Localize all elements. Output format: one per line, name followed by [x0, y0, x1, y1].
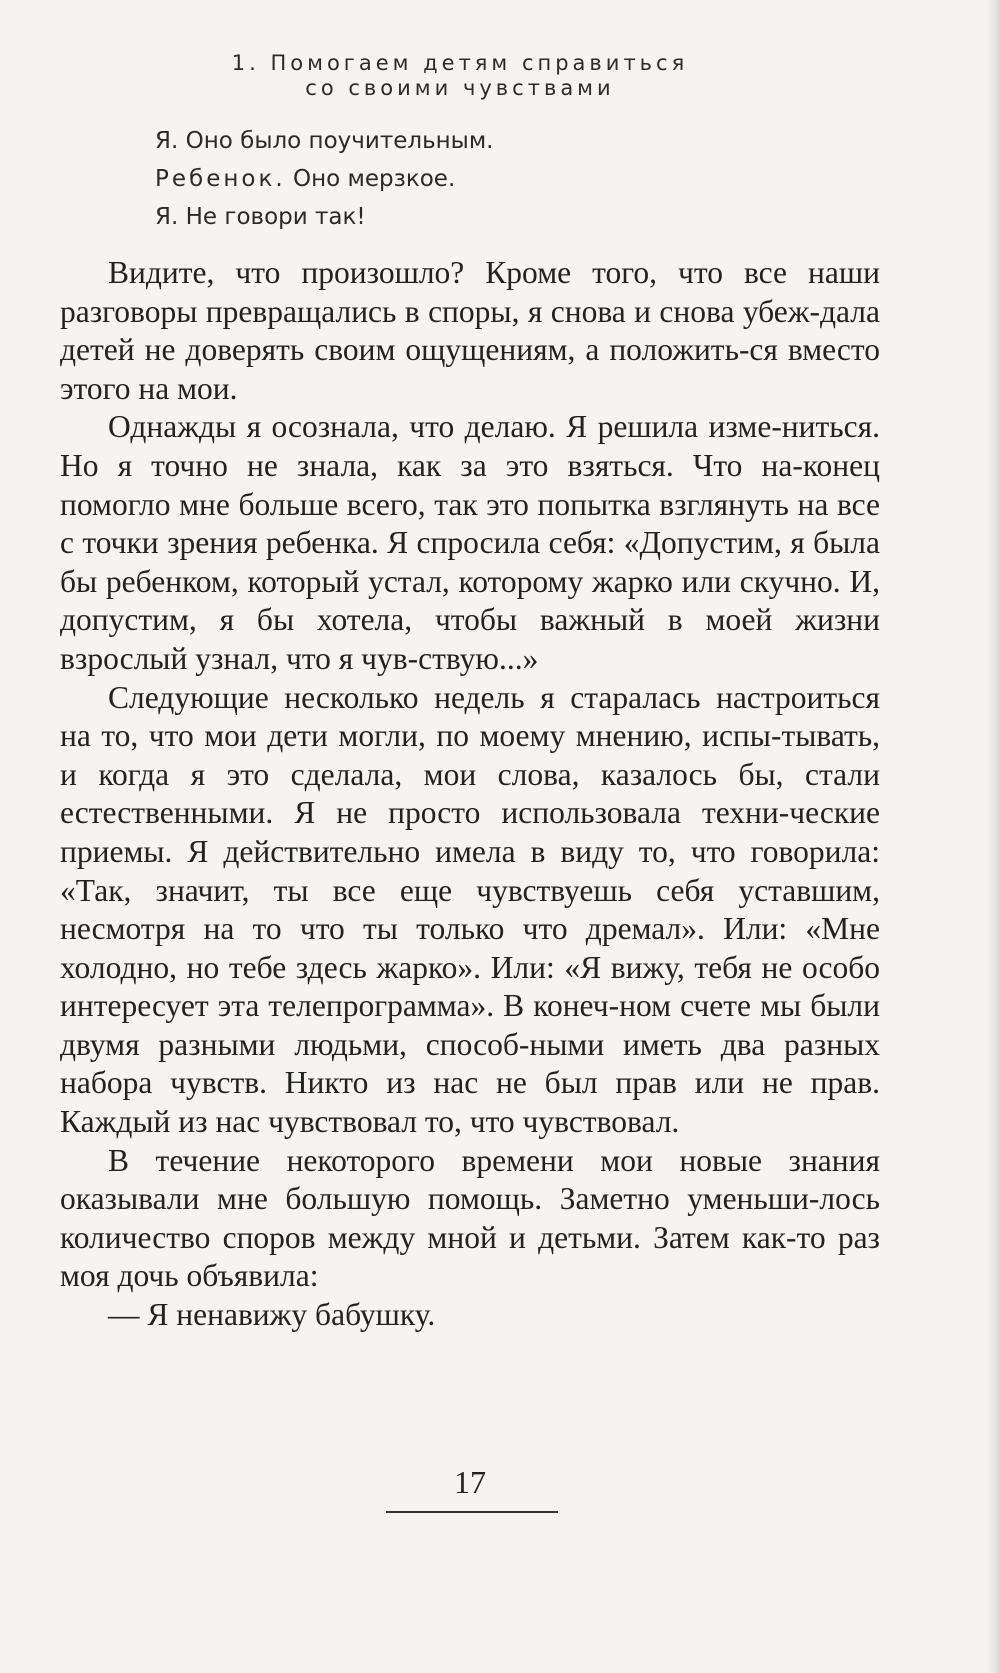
- dialog-line: [155, 160, 855, 198]
- dialog-text: Оно мерзкое.: [285, 166, 456, 192]
- paragraph: Видите, что произошло? Кроме того, что все наши разговоры превращались в споры, я снова и снова убеж-дала детей не доверять своим ощущениям, а положить-ся вместо этого на мои.: [60, 255, 880, 406]
- body-text: [60, 254, 880, 1335]
- running-header-line-2: со своими чувствами: [305, 76, 615, 100]
- paragraph: Следующие несколько недель я старалась настроиться на то, что мои дети могли, по моему мнению, испы-тывать, и когда я это сделала, мои слова, казалось бы, стали естественными. Я не просто использовала техни-ческие приемы. Я действительно имела в виду то, что говорила: «Так, значит, ты все еще чувствуешь себя уставшим, несмотря на то что ты только что дремал». Или: «Мне холодно, но тебе здесь жарко». Или: «Я вижу, тебя не особо интересует эта телепрограмма». В конеч-ном счете мы были двумя разными людьми, способ-ными иметь два разных набора чувств. Никто из нас не был прав или не прав. Каждый из нас чувствовал то, что чувствовал.: [60, 679, 880, 1140]
- page-number: 17: [454, 1464, 486, 1500]
- dialog-text: Оно было поучительным.: [178, 128, 494, 154]
- paragraph: Однажды я осознала, что делаю. Я решила изме-ниться. Но я точно не знала, как за это взяться. Что на-конец помогло мне больше всего, так это попытка взглянуть на все с точки зрения ребенка. Я спросила себя: «Допустим, я была бы ребенком, который устал, которому жарко или скучно. И, допустим, я бы хотела, чтобы важный в моей жизни взрослый узнал, что я чув-ствую...»: [60, 409, 880, 676]
- dialog-speaker: Я.: [155, 204, 179, 230]
- dialog-line: [155, 198, 855, 236]
- dialog-speaker: Я.: [155, 128, 179, 154]
- running-header: [0, 51, 920, 101]
- paragraph: — Я ненавижу бабушку.: [108, 1297, 436, 1333]
- dialog-text: Не говори так!: [178, 204, 366, 230]
- page-edge-shadow: [986, 0, 1000, 1673]
- paragraph: В течение некоторого времени мои новые знания оказывали мне большую помощь. Заметно уменьши-лось количество споров между мной и детьми. Затем как-то раз моя дочь объявила:: [60, 1142, 880, 1294]
- dialog-block: [155, 122, 855, 236]
- dialog-speaker: Ребенок.: [155, 166, 286, 192]
- footer-rule: [386, 1511, 558, 1513]
- running-header-line-1: 1. Помогаем детям справиться: [231, 51, 689, 75]
- dialog-line: [155, 122, 855, 160]
